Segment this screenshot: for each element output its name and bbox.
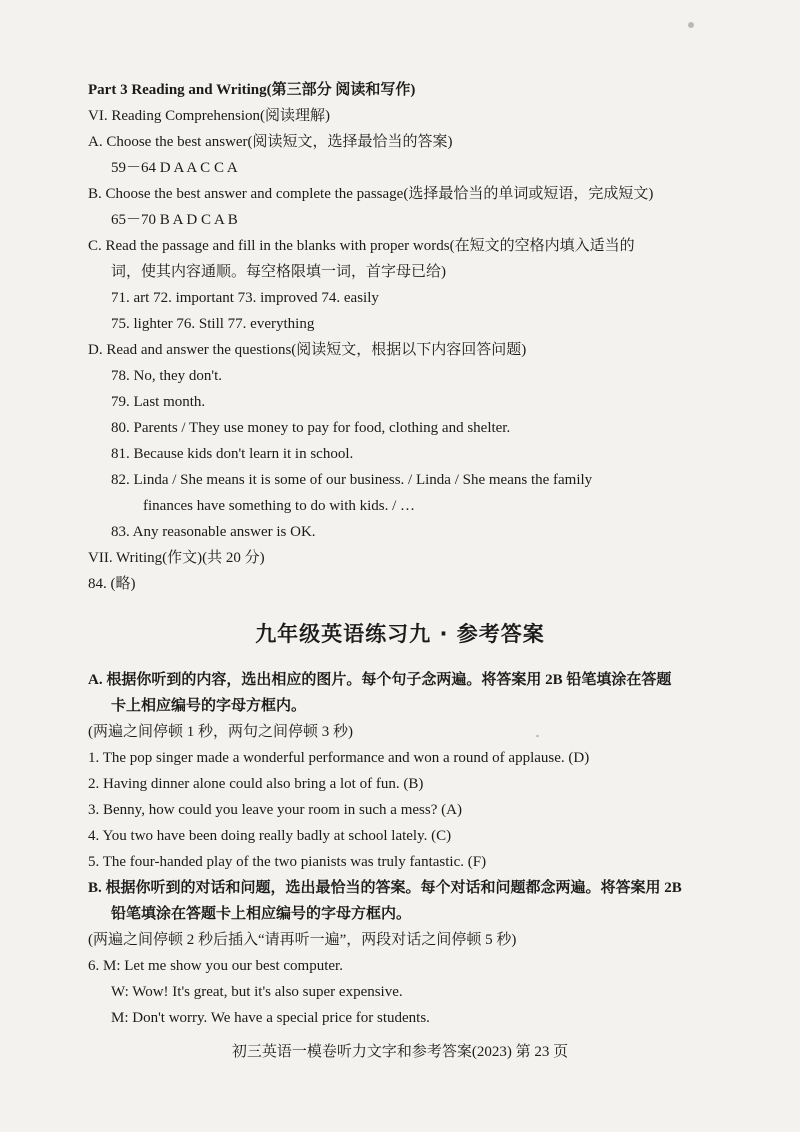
section-c-instruction-line1: C. Read the passage and fill in the blanks with proper words(在短文的空格内填入适当的 — [88, 238, 635, 254]
answer-78: 78. No, they don't. — [111, 368, 223, 384]
key-a-instruction-line2: 卡上相应编号的字母方框内。 — [111, 698, 307, 714]
key-b-note: (两遍之间停顿 2 秒后插入“请再听一遍”，两段对话之间停顿 5 秒) — [88, 932, 517, 948]
key-b-instruction-line1: B. 根据你听到的对话和问题，选出最恰当的答案。每个对话和问题都念两遍。将答案用 2B — [88, 880, 682, 896]
listening-item: 3. Benny, how could you leave your room in such a mess? (A) — [88, 802, 462, 818]
section-c-answers-line1: 71. art 72. important 73. improved 74. easily — [111, 290, 379, 306]
answer-83: 83. Any reasonable answer is OK. — [111, 524, 316, 540]
scan-speck — [536, 735, 539, 737]
section-b-answers: 65－70 B A D C A B — [111, 212, 238, 228]
answer-82-line1: 82. Linda / She means it is some of our business. / Linda / She means the family — [111, 472, 593, 488]
answer-key-title: 九年级英语练习九 · 参考答案 — [255, 622, 545, 646]
section-d-instruction: D. Read and answer the questions(阅读短文，根据以下内容回答问题) — [88, 342, 527, 358]
section-a-answers: 59－64 D A A C C A — [111, 160, 238, 176]
dialogue-line: 6. M: Let me show you our best computer. — [88, 958, 343, 974]
key-a-note: (两遍之间停顿 1 秒，两句之间停顿 3 秒) — [88, 724, 353, 740]
answer-80: 80. Parents / They use money to pay for food, clothing and shelter. — [111, 420, 511, 436]
dialogue-line: W: Wow! It's great, but it's also super expensive. — [111, 984, 403, 1000]
answer-84: 84. (略) — [88, 576, 136, 592]
scan-speck — [688, 22, 694, 28]
answer-81: 81. Because kids don't learn it in school. — [111, 446, 354, 462]
dialogue-line: M: Don't worry. We have a special price for students. — [111, 1010, 430, 1026]
section-c-instruction-line2: 词，使其内容通顺。每空格限填一词，首字母已给) — [111, 264, 446, 280]
key-a-instruction-line1: A. 根据你听到的内容，选出相应的图片。每个句子念两遍。将答案用 2B 铅笔填涂在答题 — [88, 672, 672, 688]
part3-heading: Part 3 Reading and Writing(第三部分 阅读和写作) — [88, 82, 416, 98]
listening-item: 5. The four-handed play of the two pianists was truly fantastic. (F) — [88, 854, 487, 870]
section-a-instruction: A. Choose the best answer(阅读短文，选择最恰当的答案) — [88, 134, 453, 150]
page-footer: 初三英语一模卷听力文字和参考答案(2023) 第 23 页 — [231, 1044, 569, 1060]
section-b-instruction: B. Choose the best answer and complete the passage(选择最恰当的单词或短语，完成短文) — [88, 186, 654, 202]
answer-79: 79. Last month. — [111, 394, 206, 410]
answer-82-line2: finances have something to do with kids. / … — [143, 498, 416, 514]
listening-item: 2. Having dinner alone could also bring a lot of fun. (B) — [88, 776, 424, 792]
key-b-instruction-line2: 铅笔填涂在答题卡上相应编号的字母方框内。 — [111, 906, 412, 922]
listening-item: 4. You two have been doing really badly at school lately. (C) — [88, 828, 452, 844]
listening-item: 1. The pop singer made a wonderful performance and won a round of applause. (D) — [88, 750, 590, 766]
section-vi-heading: VI. Reading Comprehension(阅读理解) — [88, 108, 331, 124]
section-c-answers-line2: 75. lighter 76. Still 77. everything — [111, 316, 315, 332]
section-vii-heading: VII. Writing(作文)(共 20 分) — [88, 550, 265, 566]
